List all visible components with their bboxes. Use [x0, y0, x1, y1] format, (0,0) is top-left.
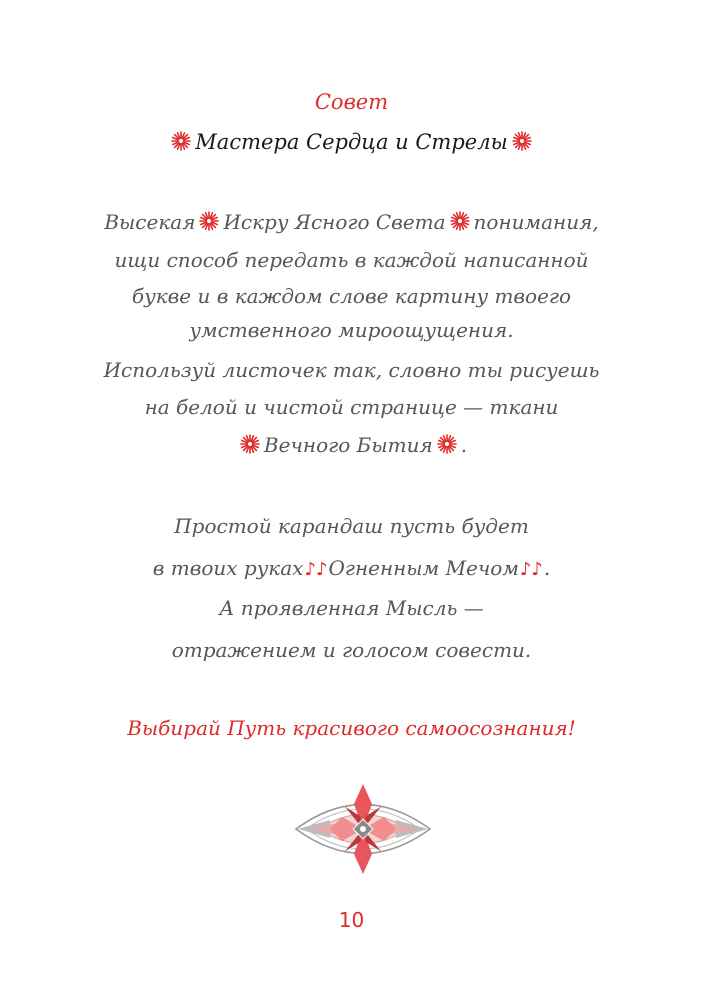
text-segment: понимания, [473, 210, 599, 234]
page-subtitle-line [0, 130, 703, 154]
text-segment: Искру Ясного Света [223, 210, 446, 234]
paragraph2-line1: Простой карандаш пусть будет [174, 514, 529, 538]
paragraph1-line7 [0, 433, 703, 457]
text-segment: Высекая [104, 210, 196, 234]
paragraph1-line3: букве и в каждом слове картину твоего [131, 284, 572, 308]
text-segment: . [460, 433, 468, 457]
paragraph2-line2 [0, 556, 703, 580]
paragraph2-line3: А проявленная Мысль — [219, 596, 484, 620]
star-ornament-icon [449, 210, 471, 232]
music-notes-icon: ♪♪ [519, 559, 543, 580]
closing-phrase: Выбирай Путь красивого самоосознания! [127, 716, 576, 740]
text-segment: Огненным Мечом [328, 556, 519, 580]
text-segment: . [543, 556, 551, 580]
paragraph1-line2: ищи способ передать в каждой написанной [114, 248, 589, 272]
star-ornament-icon [436, 433, 458, 455]
paragraph1-line6: на белой и чистой странице — ткани [144, 395, 559, 419]
star-ornament-icon [170, 130, 192, 152]
star-ornament-icon [198, 210, 220, 232]
text-segment: Вечного Бытия [263, 433, 433, 457]
paragraph2-line4: отражением и голосом совести. [171, 638, 532, 662]
paragraph1-line1 [0, 210, 703, 234]
page-title: Совет [314, 90, 389, 114]
flower-ornament-icon [290, 782, 436, 876]
music-notes-icon: ♪♪ [304, 559, 328, 580]
star-ornament-icon [239, 433, 261, 455]
paragraph1-line5: Используй листочек так, словно ты рисуешь [103, 358, 600, 382]
text-segment: в твоих руках [152, 556, 304, 580]
page-subtitle: Мастера Сердца и Стрелы [195, 130, 508, 154]
page-number: 10 [338, 908, 365, 932]
star-ornament-icon [511, 130, 533, 152]
paragraph1-line4: умственного мироощущения. [189, 318, 514, 342]
